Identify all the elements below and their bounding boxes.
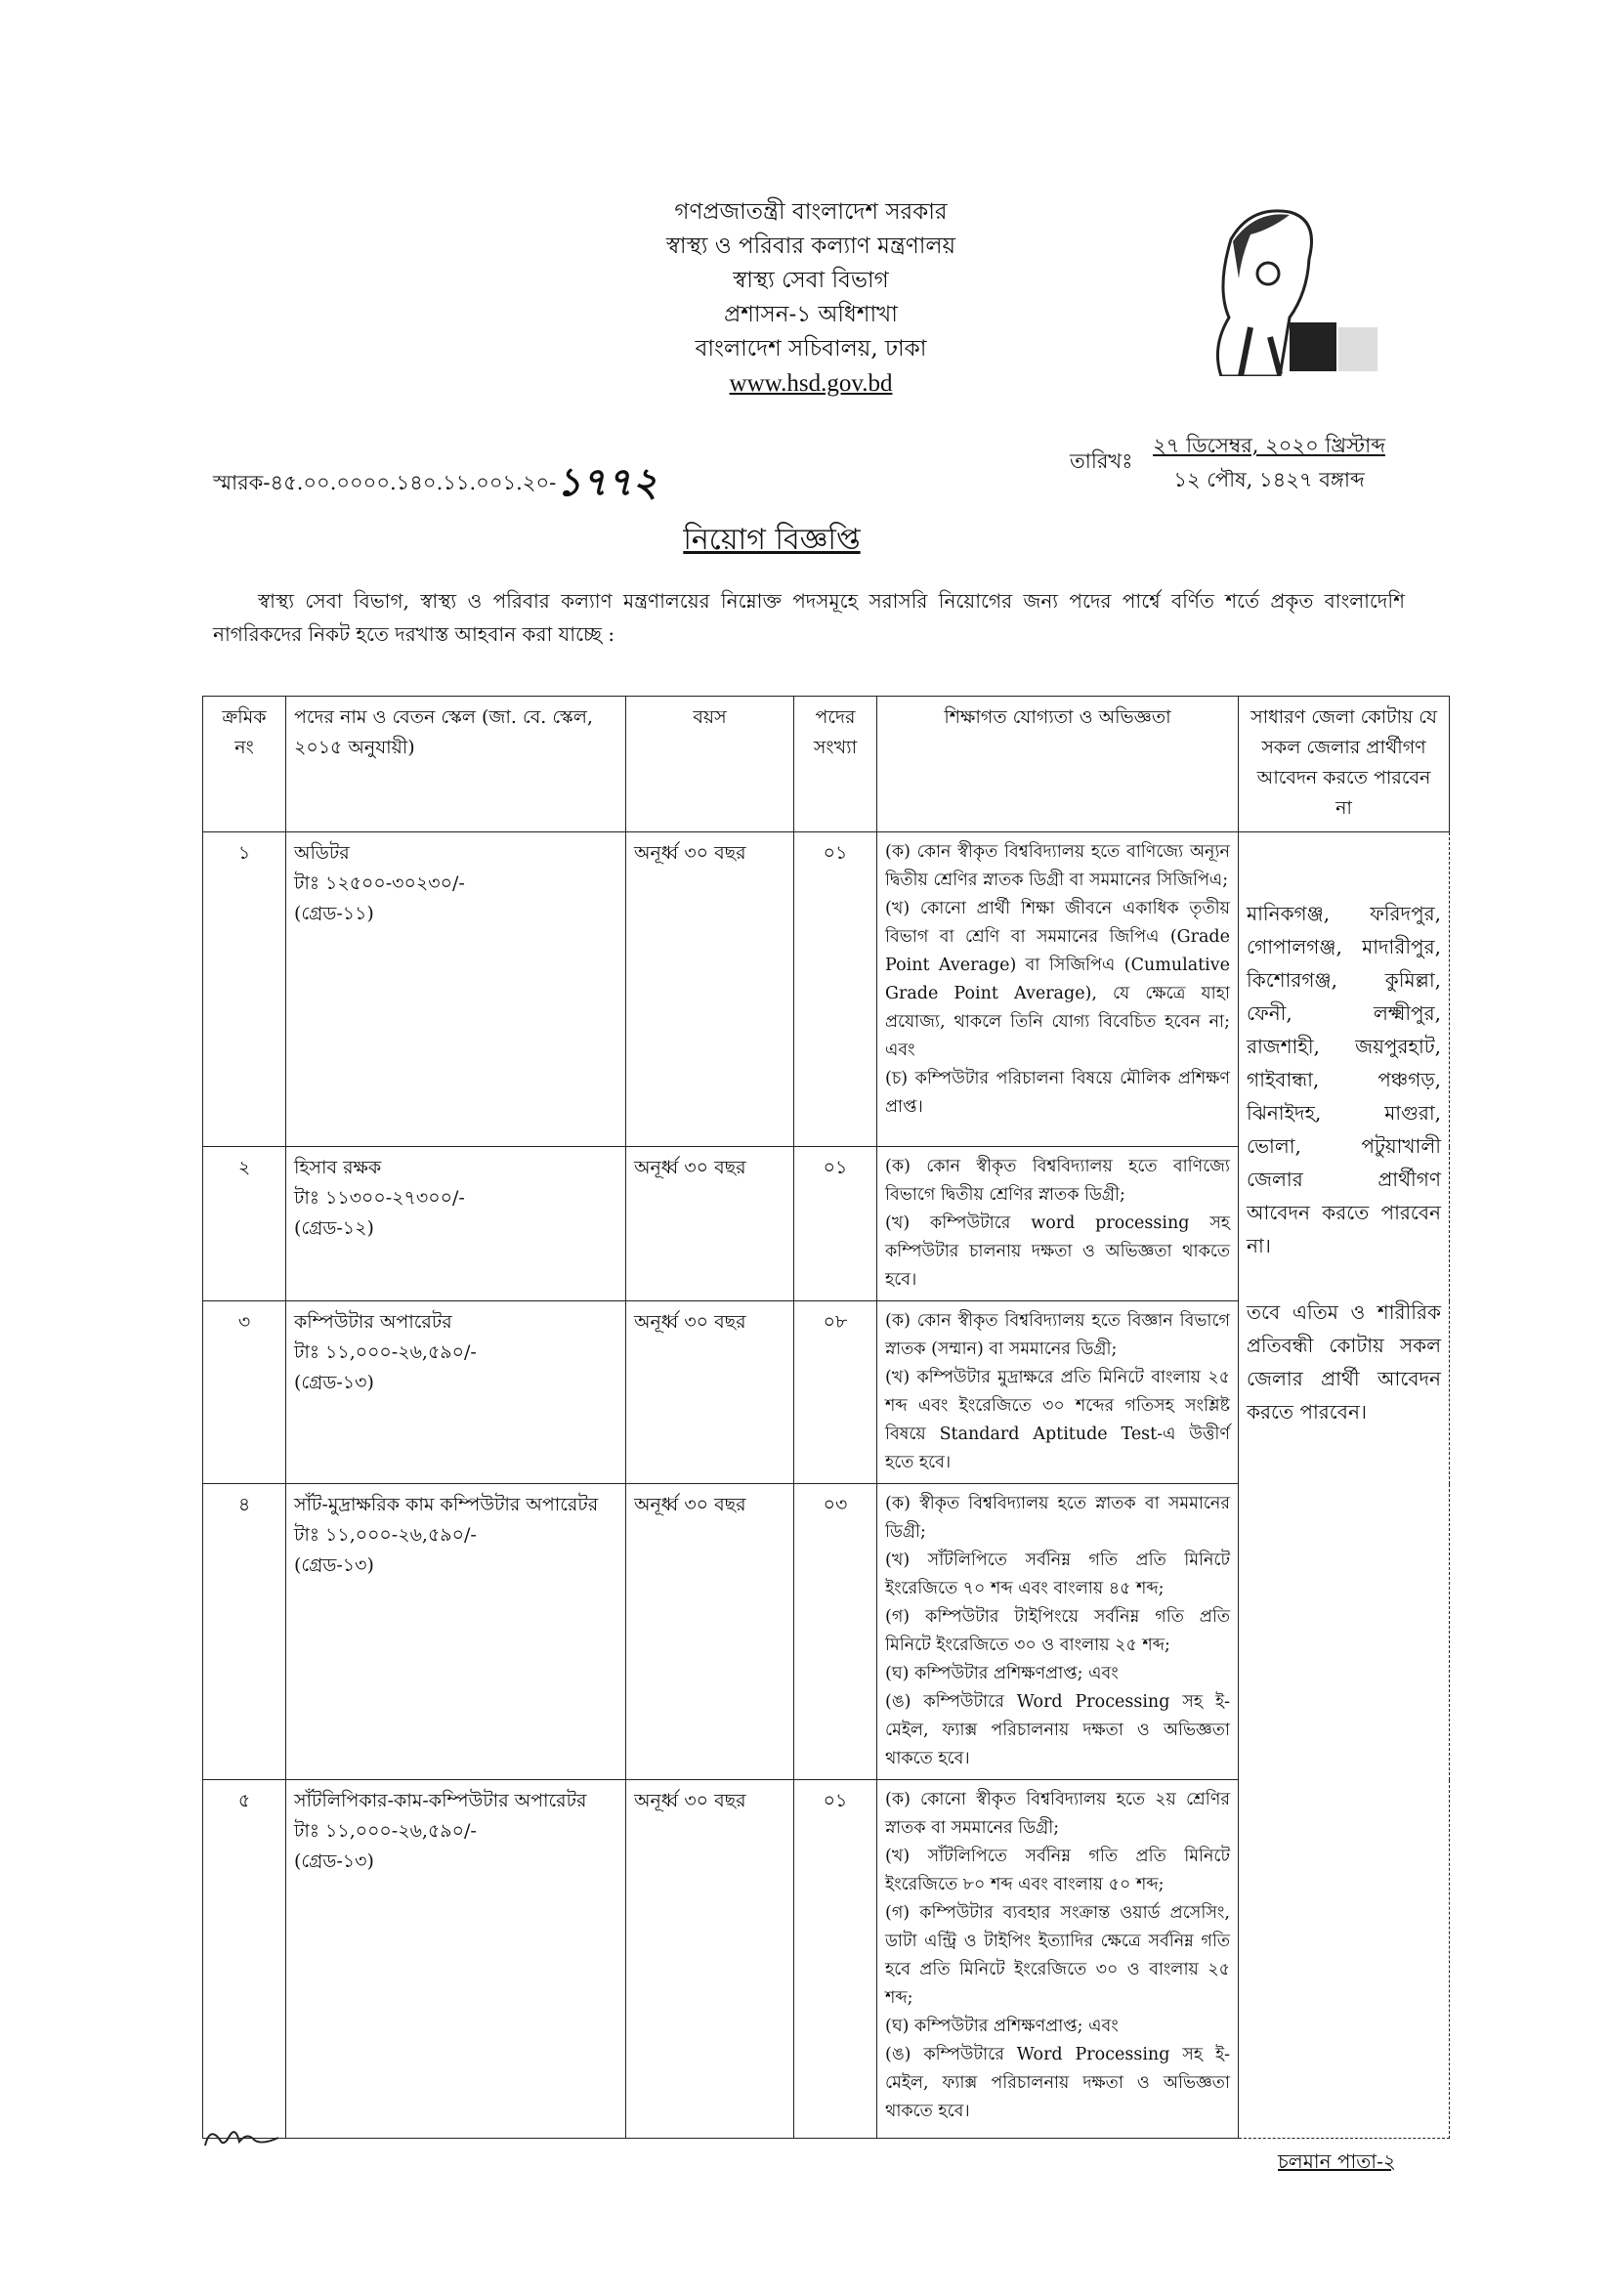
qualification-cell-line: (গ) কম্পিউটার ব্যবহার সংক্রান্ত ওয়ার্ড প্রসেসিং, ডাটা এন্ট্রি ও টাইপিং ইত্যাদির ক্ষেত্রে সর্বনিম্ন গতি হবে প্রতি মিনিটে ইংরেজিতে ৩০ ও বাংলায় ২৫ শব্দ;: [885, 1903, 1230, 2008]
post-cell-line: সাঁট-মুদ্রাক্ষরিক কাম কম্পিউটার অপারেটর: [294, 1494, 599, 1515]
age-cell: [626, 1484, 794, 1780]
qualification-cell-line: (খ) কম্পিউটার মুদ্রাক্ষরে প্রতি মিনিটে বাংলায় ২৫ শব্দ এবং ইংরেজিতে ৩০ শব্দের গতিসহ সংশ্লিষ্ট বিষয়ে Standard Aptitude Test-এ উত্তীর্ণ হতে হবে।: [885, 1368, 1230, 1472]
serial-cell: [203, 1301, 286, 1484]
post-cell-line: টাঃ ১২৫০০-৩০২৩০/-: [294, 872, 465, 894]
post-cell-line: টাঃ ১১,০০০-২৬,৫৯০/-: [294, 1341, 477, 1363]
age-cell: [626, 1147, 794, 1301]
age-cell-line: অনূর্ধ্ব ৩০ বছর: [634, 1157, 746, 1178]
post-cell-line: টাঃ ১১,০০০-২৬,৫৯০/-: [294, 1820, 477, 1842]
qualification-cell: [877, 832, 1239, 1147]
qualification-cell-line: (ক) কোন স্বীকৃত বিশ্ববিদ্যালয় হতে বাণিজ্যে বিভাগে দ্বিতীয় শ্রেণির স্নাতক ডিগ্রী;: [885, 1157, 1230, 1205]
table-header-row: [203, 697, 1450, 832]
age-cell-line: অনূর্ধ্ব ৩০ বছর: [634, 842, 746, 864]
post-cell: [286, 1780, 626, 2139]
serial-cell-line: ৪: [237, 1494, 251, 1515]
serial-cell-line: ৩: [237, 1311, 251, 1333]
age-cell-line: অনূর্ধ্ব ৩০ বছর: [634, 1790, 746, 1811]
count-cell: [794, 1780, 877, 2139]
header-line: প্রশাসন-১ অধিশাখা: [724, 302, 898, 327]
qualification-cell-line: (ঘ) কম্পিউটার প্রশিক্ষণপ্রাপ্ত; এবং: [885, 2017, 1119, 2036]
memo-prefix: স্মারক-৪৫.০০.০০০০.১৪০.১১.০০১.২০-: [213, 471, 557, 494]
serial-cell: [203, 832, 286, 1147]
post-cell-line: (গ্রেড-১৩): [294, 1850, 374, 1872]
header-line: স্বাস্থ্য সেবা বিভাগ: [733, 268, 889, 293]
quota-cell-line: মানিকগঞ্জ, ফরিদপুর, গোপালগঞ্জ, মাদারীপুর, কিশোরগঞ্জ, কুমিল্লা, ফেনী, লক্ষ্মীপুর, রাজশাহী, জয়পুরহাট, গাইবান্ধা, পঞ্চগড়, ঝিনাইদহ, মাগুরা, ভোলা, পটুয়াখালী জেলার প্রার্থীগণ আবেদন করতে পারবেন না।: [1247, 902, 1441, 1257]
age-cell-line: অনূর্ধ্ব ৩০ বছর: [634, 1311, 746, 1333]
count-cell: [794, 832, 877, 1147]
post-cell: [286, 1147, 626, 1301]
qualification-cell-line: (খ) কম্পিউটারে word processing সহ কম্পিউটার চালনায় দক্ষতা ও অভিজ্ঞতা থাকতে হবে।: [885, 1213, 1230, 1290]
serial-cell: [203, 1147, 286, 1301]
qualification-cell-line: (খ) সাঁটলিপিতে সর্বনিম্ন গতি প্রতি মিনিটে ইংরেজিতে ৮০ শব্দ এবং বাংলায় ৫০ শব্দ;: [885, 1847, 1230, 1894]
qualification-cell-line: (ঙ) কম্পিউটারে Word Processing সহ ই-মেইল, ফ্যাক্স পরিচালনায় দক্ষতা ও অভিজ্ঞতা থাকতে হবে।: [885, 2045, 1230, 2121]
col-header-age: বয়স: [626, 697, 794, 832]
date-block: [1070, 430, 1385, 498]
posts-table: [202, 696, 1450, 2139]
col-header-post: পদের নাম ও বেতন স্কেল (জা. বে. স্কেল, ২০১৫ অনুযায়ী): [286, 697, 626, 832]
age-cell-line: অনূর্ধ্ব ৩০ বছর: [634, 1494, 746, 1515]
count-cell: [794, 1484, 877, 1780]
post-cell-line: টাঃ ১১৩০০-২৭৩০০/-: [294, 1187, 465, 1209]
post-cell-line: হিসাব রক্ষক: [294, 1157, 382, 1178]
quota-cell-line: তবে এতিম ও শারীরিক প্রতিবন্ধী কোটায় সকল জেলার প্রার্থী আবেদন করতে পারবেন।: [1247, 1300, 1441, 1424]
post-cell: [286, 832, 626, 1147]
qualification-cell: [877, 1484, 1239, 1780]
post-cell: [286, 1301, 626, 1484]
header-line: গণপ্রজাতন্ত্রী বাংলাদেশ সরকার: [674, 199, 948, 225]
website-link[interactable]: www.hsd.gov.bd: [729, 370, 893, 397]
serial-cell-line: ২: [237, 1157, 251, 1178]
post-cell: [286, 1484, 626, 1780]
mujib-borsho-logo: [1211, 200, 1407, 376]
qualification-cell-line: (ক) কোনো স্বীকৃত বিশ্ববিদ্যালয় হতে ২য় শ্রেণির স্নাতক বা সমমানের ডিগ্রী;: [885, 1790, 1230, 1838]
header-line: স্বাস্থ্য ও পরিবার কল্যাণ মন্ত্রণালয়: [665, 234, 956, 259]
count-cell: [794, 1301, 877, 1484]
date-gregorian: ২৭ ডিসেম্বর, ২০২০ খ্রিস্টাব্দ: [1153, 434, 1385, 457]
count-cell-line: ০৮: [823, 1311, 848, 1333]
office-header: [547, 195, 1075, 401]
memo-handwritten-number: ১৭৭২: [556, 459, 658, 505]
memo-number: [213, 451, 657, 517]
notice-title: নিয়োগ বিজ্ঞপ্তি: [683, 523, 861, 557]
col-header-quota: সাধারণ জেলা কোটায় যে সকল জেলার প্রার্থীগণ আবেদন করতে পারবেন না: [1239, 697, 1450, 832]
post-cell-line: (গ্রেড-১১): [294, 903, 374, 924]
serial-cell-line: ১: [237, 842, 251, 864]
serial-cell: [203, 1484, 286, 1780]
age-cell: [626, 1780, 794, 2139]
qualification-cell-line: (গ) কম্পিউটার টাইপিংয়ে সর্বনিম্ন গতি প্রতি মিনিটে ইংরেজিতে ৩০ ও বাংলায় ২৫ শব্দ;: [885, 1607, 1230, 1655]
qualification-cell-line: (ক) কোন স্বীকৃত বিশ্ববিদ্যালয় হতে বিজ্ঞান বিভাগে স্নাতক (সম্মান) বা সমমানের ডিগ্রী;: [885, 1311, 1230, 1359]
count-cell-line: ০১: [823, 842, 848, 864]
post-cell-line: (গ্রেড-১৩): [294, 1554, 374, 1576]
qualification-cell-line: (খ) কোনো প্রার্থী শিক্ষা জীবনে একাধিক তৃতীয় বিভাগ বা শ্রেণি বা সমমানের জিপিএ (Grade Point Average) বা সিজিপিএ (Cumulative Grade Point Average), যে ক্ষেত্রে যাহা প্রযোজ্য, থাকলে তিনি যোগ্য বিবেচিত হবেন না; এবং: [885, 899, 1230, 1060]
serial-cell-line: ৫: [237, 1790, 251, 1811]
post-cell-line: অডিটর: [294, 842, 350, 864]
col-header-serial: ক্রমিক নং: [203, 697, 286, 832]
post-cell-line: টাঃ ১১,০০০-২৬,৫৯০/-: [294, 1524, 477, 1546]
qualification-cell-line: (ঙ) কম্পিউটারে Word Processing সহ ই-মেইল, ফ্যাক্স পরিচালনায় দক্ষতা ও অভিজ্ঞতা থাকতে হবে।: [885, 1692, 1230, 1768]
age-cell: [626, 832, 794, 1147]
qualification-cell: [877, 1301, 1239, 1484]
date-bangla: ১২ পৌষ, ১৪২৭ বঙ্গাব্দ: [1173, 468, 1365, 491]
qualification-cell-line: (ক) স্বীকৃত বিশ্ববিদ্যালয় হতে স্নাতক বা সমমানের ডিগ্রী;: [885, 1494, 1230, 1542]
qualification-cell-line: (ক) কোন স্বীকৃত বিশ্ববিদ্যালয় হতে বাণিজ্যে অন্যূন দ্বিতীয় শ্রেণির স্নাতক ডিগ্রী বা সমমানের সিজিপিএ;: [885, 842, 1230, 890]
col-header-qualification: শিক্ষাগত যোগ্যতা ও অভিজ্ঞতা: [877, 697, 1239, 832]
age-cell: [626, 1301, 794, 1484]
table-row: [203, 832, 1450, 1147]
date-label: তারিখঃ: [1070, 449, 1133, 473]
count-cell: [794, 1147, 877, 1301]
qualification-cell: [877, 1780, 1239, 2139]
post-cell-line: (গ্রেড-১৩): [294, 1372, 374, 1393]
quota-cell: [1239, 832, 1450, 2139]
post-cell-line: (গ্রেড-১২): [294, 1217, 374, 1239]
col-header-count: পদের সংখ্যা: [794, 697, 877, 832]
qualification-cell-line: (ঘ) কম্পিউটার প্রশিক্ষণপ্রাপ্ত; এবং: [885, 1664, 1119, 1683]
header-line: বাংলাদেশ সচিবালয়, ঢাকা: [695, 336, 927, 361]
continued-page-note: চলমান পাতা-২: [1278, 2149, 1396, 2173]
post-cell-line: সাঁটলিপিকার-কাম-কম্পিউটার অপারেটর: [294, 1790, 587, 1811]
serial-cell: [203, 1780, 286, 2139]
qualification-cell-line: (চ) কম্পিউটার পরিচালনা বিষয়ে মৌলিক প্রশিক্ষণ প্রাপ্ত।: [885, 1069, 1230, 1117]
initial-signature: [200, 2118, 288, 2157]
intro-paragraph: স্বাস্থ্য সেবা বিভাগ, স্বাস্থ্য ও পরিবার কল্যাণ মন্ত্রণালয়ের নিম্নোক্ত পদসমূহে সরাসরি নিয়োগের জন্য পদের পার্শ্বে বর্ণিত শর্তে প্রকৃত বাংলাদেশি নাগরিকদের নিকট হতে দরখাস্ত আহবান করা যাচ্ছে :: [213, 589, 1405, 646]
count-cell-line: ০১: [823, 1790, 848, 1811]
qualification-cell-line: (খ) সাঁটলিপিতে সর্বনিম্ন গতি প্রতি মিনিটে ইংরেজিতে ৭০ শব্দ এবং বাংলায় ৪৫ শব্দ;: [885, 1551, 1230, 1598]
count-cell-line: ০১: [823, 1157, 848, 1178]
qualification-cell: [877, 1147, 1239, 1301]
count-cell-line: ০৩: [823, 1494, 848, 1515]
post-cell-line: কম্পিউটার অপারেটর: [294, 1311, 452, 1333]
